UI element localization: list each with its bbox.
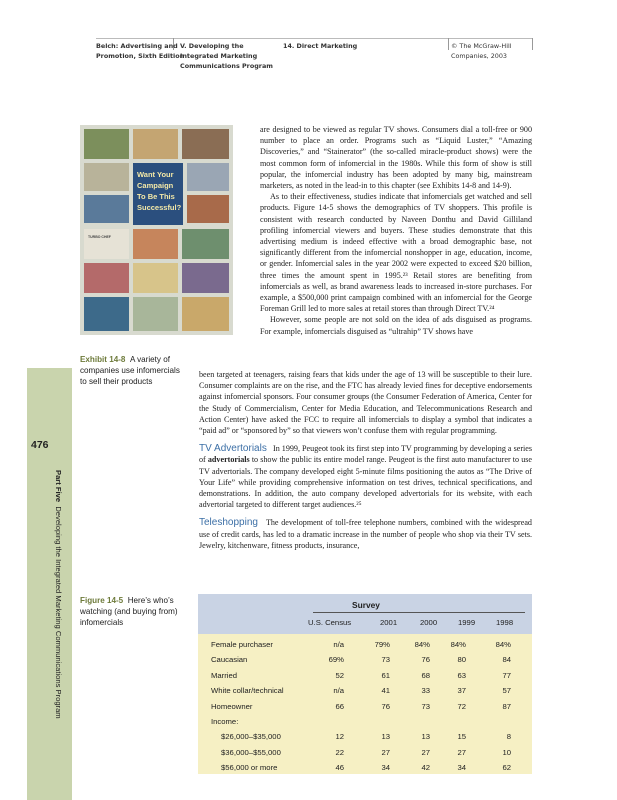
row-label: White collar/technical: [211, 686, 284, 696]
table-cell: 52: [335, 670, 344, 680]
table-cell: 34: [381, 763, 390, 773]
table-cell: 80: [457, 655, 466, 665]
table-cell: 69%: [328, 655, 344, 665]
table-cell: 42: [421, 763, 430, 773]
row-label: Homeowner: [211, 701, 253, 711]
table-cell: 13: [381, 732, 390, 742]
table-cell: 27: [381, 747, 390, 757]
table-cell: 27: [421, 747, 430, 757]
page-number: 476: [31, 439, 49, 451]
paragraph-teleshopping: Teleshopping The development of toll-free telephone numbers, combined with the widespread use of credit cards, has led to a dramatic increase in the number of people who shop via their TV sets. Jewelry, kitchenware, fitness products, insurance,: [199, 517, 532, 550]
figure-caption: Figure 14-5 Here’s who’s watching (and buying from) infomercials: [80, 596, 178, 627]
table-cell: 66: [335, 701, 344, 711]
table-cell: n/a: [333, 686, 344, 696]
header-part-title: V. Developing the Integrated Marketing Communications Program: [180, 42, 273, 70]
column-header: 1998: [496, 618, 514, 627]
header-divider: [532, 38, 533, 50]
row-label: Married: [211, 670, 238, 680]
column-header: 2000: [420, 618, 438, 627]
table-cell: 73: [421, 701, 430, 711]
header-chapter-title: 14. Direct Marketing: [283, 42, 358, 50]
row-label: Female purchaser: [211, 640, 273, 649]
table-cell: 34: [457, 763, 466, 773]
table-cell: 77: [502, 670, 511, 680]
column-header: 2001: [380, 618, 398, 627]
table-cell: 61: [381, 670, 390, 680]
poster-headline: Want Your Campaign To Be This Successful?: [137, 170, 182, 212]
key-term: advertorials: [207, 455, 250, 465]
row-label: $56,000 or more: [221, 763, 278, 773]
table-cell: 12: [335, 732, 344, 742]
table-cell: 13: [421, 732, 430, 742]
survey-table: [198, 594, 532, 774]
section-heading-teleshopping: Teleshopping: [199, 517, 258, 529]
part-sidebar: [27, 368, 72, 800]
table-cell: 79%: [374, 640, 390, 649]
table-cell: 76: [421, 655, 430, 665]
column-header: U.S. Census: [308, 618, 352, 627]
table-title: Survey: [352, 600, 380, 610]
table-cell: 41: [381, 686, 390, 696]
table-cell: 27: [457, 747, 466, 757]
table-cell: 84%: [495, 640, 511, 649]
table-cell: 87: [502, 701, 511, 711]
table-cell: 8: [506, 732, 511, 742]
column-header: 1999: [458, 618, 476, 627]
article-wide-column: [199, 369, 532, 551]
table-cell: 68: [421, 670, 430, 680]
table-cell: 10: [502, 747, 511, 757]
table-cell: 63: [457, 670, 466, 680]
header-divider: [448, 38, 449, 50]
row-label: Income:: [211, 717, 239, 726]
table-cell: n/a: [333, 640, 344, 649]
table-cell: 62: [502, 763, 511, 773]
table-cell: 73: [381, 655, 390, 665]
table-cell: 57: [502, 686, 511, 696]
paragraph-tv-advertorials: TV Advertorials In 1999, Peugeot took its first step into TV programming by developing a series of advertorials to show the public its entire model range. Peugeot is the first auto manufacturer to use TV advertorials. The company developed eight 5-minute films positioning the autos as “The Drive of Your Life” while providing comprehensive information on test drives, technical specifications, and demonstrations. In addition, the auto company developed advertorials for its website, with each advertorial targeted to different target audiences.²⁵: [199, 443, 533, 510]
part-running-title: Part Five Developing the Integrated Marketing Communications Program: [54, 470, 63, 719]
table-cell: 76: [381, 701, 390, 711]
table-cell: 84%: [414, 640, 430, 649]
exhibit-caption: Exhibit 14-8 A variety of companies use infomercials to sell their products: [80, 355, 180, 386]
paragraph-infomercials-intro: are designed to be viewed as regular TV shows. Consumers dial a toll-free or 900 number to place an order. Programs such as “Liquid Luster,” “Amazing Discoveries,” and “Stainerator” (the so-called miracle-product shows) were the most common form of infomercial in the 1980s. While this form of show is still popular, the infomercial industry has been adopted by many big, mainstream marketers, as noted in the lead-in to this chapter (see Exhibits 14-8 and 14-9).: [260, 125, 532, 191]
table-cell: 84: [502, 655, 511, 665]
table-cell: 72: [457, 701, 466, 711]
table-cell: 84%: [450, 640, 466, 649]
paragraph-effectiveness: As to their effectiveness, studies indicate that infomercials get watched and sell products. Figure 14-5 shows the demographics of TV shoppers. This profile is consistent with research conducted by Naveen Donthu and David Gilliland profiling infomercial viewers and buyers. These studies demonstrate that this advertising medium is indeed effective with a broad demographic base, not significantly different from the infomercial nonshopper in age, education, income, or gender. Infomercial sales in the year 2002 were expected to exceed $20 billion, three times the amount spent in 1995.²³ Retail stores are benefiting from infomercials as well, as brand awareness leads to increased in-store purchases. For example, a $500,000 print campaign combined with an infomercial for the George Foreman Grill led to more sales at retail stores than through Direct TV.²⁴: [260, 192, 532, 314]
article-narrow-column: [260, 124, 532, 337]
header-rule: [96, 38, 533, 39]
paragraph-disguised-ads: been targeted at teenagers, raising fears that kids under the age of 13 will be susceptible to their lure. Consumer complaints are on the rise, and the FTC has already levied fines for deceptive endorsements against infomercial sponsors. Four consumer groups (the Consumer Federation of America, Center for the Study of Commercialism, Center for Media Education, and Telecommunications Research and Action Center) have asked the FCC to require all infomercials to display a symbol that indicates a “paid ad” or “sponsored by” so that viewers won’t confuse them with regular programming.: [199, 370, 532, 436]
table-cell: 22: [335, 747, 344, 757]
tile-text: TURBO CHEF: [88, 235, 111, 239]
row-label: Caucasian: [211, 655, 248, 665]
table-cell: 33: [421, 686, 430, 696]
table-cell: 15: [457, 732, 466, 742]
header-copyright: © The McGraw-Hill Companies, 2003: [451, 42, 512, 60]
table-cell: 37: [457, 686, 466, 696]
exhibit-14-8-image: [80, 125, 233, 335]
table-cell: 46: [335, 763, 344, 773]
header-book-title: Belch: Advertising and Promotion, Sixth Edition: [96, 42, 185, 60]
section-heading-tv-advertorials: TV Advertorials: [199, 443, 267, 455]
row-label: $36,000–$55,000: [221, 747, 281, 757]
row-label: $26,000–$35,000: [221, 732, 281, 742]
paragraph-disguised-ads-start: However, some people are not sold on the idea of ads disguised as programs. For example, infomercials disguised as “ultrahip” TV shows have: [260, 315, 532, 336]
